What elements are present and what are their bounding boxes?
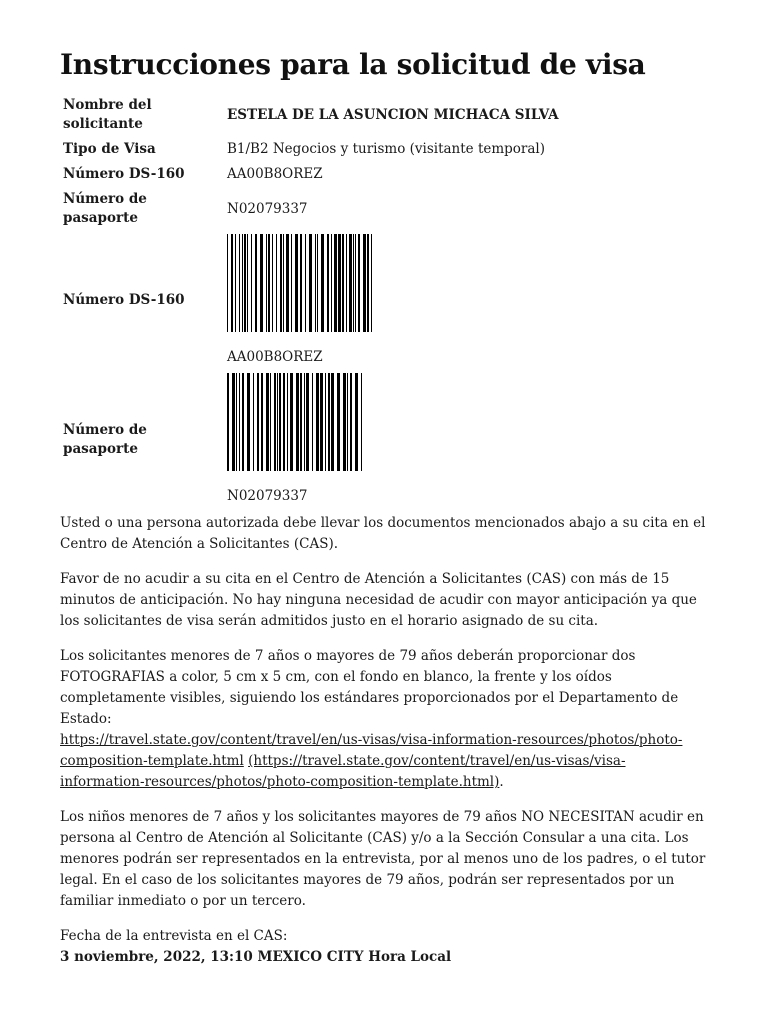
barcode-bar: [342, 234, 344, 332]
barcode-bar: [276, 234, 277, 332]
paragraph-arrival: Favor de no acudir a su cita en el Centro de Atención a Solicitantes (CAS) con más de 15 minutos de anticipación. No hay ninguna necesidad de acudir con mayor anticipación ya que los solicitantes de visa serán admitidos justo en el horario asignado de su cita.: [60, 571, 697, 629]
barcode-bar: [287, 373, 288, 471]
barcode-bar: [350, 373, 352, 471]
barcode-bar: [261, 373, 263, 471]
applicant-name-row: [60, 93, 562, 137]
barcode-bar: [283, 373, 285, 471]
barcode-bar: [239, 373, 240, 471]
barcode-bar: [325, 373, 326, 471]
passport-label: Número de pasaporte: [63, 191, 147, 226]
interview-datetime: 3 noviembre, 2022, 13:10 MEXICO CITY Hora Local: [60, 949, 452, 965]
barcode-bar: [227, 234, 228, 332]
paragraph-documents: Usted o una persona autorizada debe llevar los documentos mencionados abajo a su cita en el Centro de Atención a Solicitantes (CAS).: [60, 515, 706, 552]
passport-row: [60, 187, 562, 231]
barcode-bar: [251, 234, 252, 332]
barcode-bar: [338, 234, 341, 332]
interview-label: Fecha de la entrevista en el CAS:: [60, 928, 288, 944]
barcode-bar: [270, 373, 271, 471]
photo-template-link[interactable]: https://travel.state.gov/content/travel/en/us-visas/visa-information-resources/photos/photo-composition-template.html: [60, 732, 683, 769]
passport-barcode-label: Número de pasaporte: [63, 421, 147, 457]
paragraph-photos-text: Los solicitantes menores de 7 años o mayores de 79 años deberán proporcionar dos FOTOGRAFIAS a color, 5 cm x 5 cm, con el fondo en blanco, la frente y los oídos completamente visibles, siguiendo los estándares proporcionados por el Departamento de Estado:: [60, 648, 679, 727]
barcode-bar: [346, 234, 347, 332]
barcode-bar: [343, 373, 346, 471]
applicant-name-label: Nombre del solicitante: [63, 97, 152, 132]
barcode-bar: [232, 373, 235, 471]
barcode-bar: [355, 373, 358, 471]
barcode-bar: [242, 234, 243, 332]
barcode-bar: [306, 373, 309, 471]
ds160-row: [60, 162, 562, 187]
barcode-bar: [235, 234, 236, 332]
barcode-bar: [316, 373, 319, 471]
barcode-bar: [247, 234, 248, 332]
barcode-bar: [321, 234, 324, 332]
passport-barcode-image: [227, 373, 363, 471]
ds160-barcode-image: [227, 234, 375, 332]
barcode-bar: [347, 373, 348, 471]
barcode-bar: [349, 234, 352, 332]
barcode-bar: [260, 234, 263, 332]
barcode-bar: [255, 234, 257, 332]
barcode-bar: [327, 234, 329, 332]
ds160-barcode: [227, 234, 559, 332]
ds160-barcode-row: [60, 231, 562, 370]
ds160-label: Número DS-160: [63, 166, 185, 182]
barcode-bar: [277, 373, 278, 471]
visa-type-value: B1/B2 Negocios y turismo (visitante temporal): [227, 141, 546, 157]
barcode-bar: [280, 234, 282, 332]
barcode-bar: [361, 373, 362, 471]
barcode-bar: [286, 234, 289, 332]
barcode-bar: [295, 234, 298, 332]
barcode-bar: [337, 373, 340, 471]
ds160-value: AA00B8OREZ: [227, 166, 323, 182]
paragraph-photos-end: .: [499, 774, 504, 790]
paragraph-minors: Los niños menores de 7 años y los solicitantes mayores de 79 años NO NECESITAN acudir en persona al Centro de Atención al Solicitante (CAS) y/o a la Sección Consular a una cita. Los menores podrán ser representados en la entrevista, por al menos uno de los padres, o el tutor legal. En el caso de los solicitantes mayores de 79 años, podrán ser representados por un familiar inmediato o por un tercero.: [60, 809, 706, 909]
barcode-bar: [257, 373, 259, 471]
barcode-bar: [239, 234, 240, 332]
barcode-bar: [274, 373, 276, 471]
barcode-bar: [309, 234, 312, 332]
barcode-bar: [300, 234, 302, 332]
barcode-bar: [353, 234, 354, 332]
barcode-bar: [291, 234, 292, 332]
barcode-bar: [358, 234, 360, 332]
applicant-info-table: [60, 93, 562, 509]
barcode-bar: [296, 373, 299, 471]
passport-barcode-cell: [224, 370, 562, 509]
barcode-bar: [253, 373, 254, 471]
barcode-bar: [331, 234, 332, 332]
barcode-bar: [244, 234, 246, 332]
photo-template-link-alt[interactable]: (https://travel.state.gov/content/travel/en/us-visas/visa-information-resources/photos/photo-composition-template.html): [60, 753, 626, 790]
barcode-bar: [317, 234, 318, 332]
barcode-bar: [315, 234, 316, 332]
barcode-bar: [266, 234, 267, 332]
barcode-bar: [283, 234, 284, 332]
instructions-body: [60, 513, 708, 968]
passport-value: N02079337: [227, 200, 308, 217]
visa-type-label: Tipo de Visa: [63, 141, 156, 157]
barcode-bar: [367, 234, 369, 332]
applicant-name-value: ESTELA DE LA ASUNCION MICHACA SILVA: [227, 106, 559, 123]
barcode-bar: [312, 373, 313, 471]
barcode-bar: [279, 373, 281, 471]
barcode-bar: [231, 234, 233, 332]
barcode-bar: [328, 373, 330, 471]
barcode-bar: [320, 373, 323, 471]
barcode-bar: [272, 234, 273, 332]
ds160-barcode-cell: [224, 231, 562, 370]
barcode-bar: [371, 234, 372, 332]
passport-barcode-text: N02079337: [227, 488, 308, 504]
barcode-bar: [290, 373, 293, 471]
barcode-bar: [300, 373, 302, 471]
barcode-bar: [247, 373, 250, 471]
barcode-bar: [331, 373, 334, 471]
barcode-bar: [268, 234, 270, 332]
barcode-bar: [242, 373, 244, 471]
passport-barcode-row: [60, 370, 562, 509]
barcode-bar: [355, 234, 356, 332]
barcode-bar: [227, 373, 229, 471]
barcode-bar: [334, 234, 337, 332]
barcode-bar: [305, 234, 306, 332]
barcode-bar: [304, 373, 305, 471]
page-title: Instrucciones para la solicitud de visa: [60, 48, 646, 81]
paragraph-photos: [60, 646, 708, 793]
barcode-bar: [236, 373, 237, 471]
barcode-bar: [363, 234, 366, 332]
ds160-barcode-text: AA00B8OREZ: [227, 349, 323, 365]
passport-barcode: [227, 373, 559, 471]
visa-type-row: [60, 137, 562, 162]
interview-section: [60, 926, 708, 968]
barcode-bar: [266, 373, 269, 471]
ds160-barcode-label: Número DS-160: [63, 292, 185, 308]
